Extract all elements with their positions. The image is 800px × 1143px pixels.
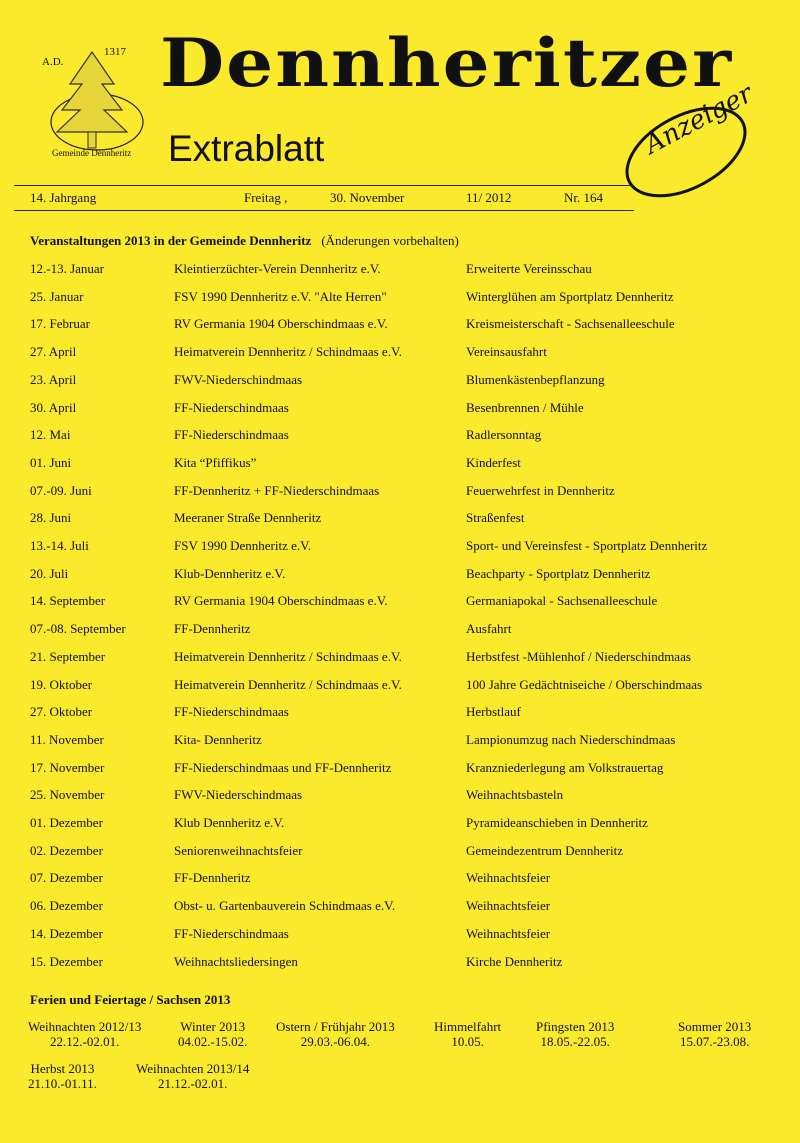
event-organizer: FF-Niederschindmaas bbox=[174, 704, 289, 720]
event-description: Weihnachtsfeier bbox=[466, 898, 551, 914]
event-description: Kinderfest bbox=[466, 454, 521, 470]
event-organizer: Obst- u. Gartenbauverein Schindmaas e.V. bbox=[174, 898, 396, 914]
holiday-name: Pfingsten 2013 bbox=[536, 1019, 615, 1034]
holiday-dates: 21.12.-02.01. bbox=[158, 1076, 228, 1091]
holiday-name: Winter 2013 bbox=[180, 1019, 246, 1034]
event-row bbox=[0, 926, 800, 946]
events-heading bbox=[30, 233, 459, 249]
event-date: 12. Mai bbox=[30, 427, 71, 443]
event-row bbox=[0, 621, 800, 641]
event-organizer: Seniorenweihnachtsfeier bbox=[174, 842, 303, 858]
event-row bbox=[0, 483, 800, 503]
event-description: Weihnachtsbasteln bbox=[466, 787, 564, 803]
holiday-item bbox=[136, 1061, 249, 1091]
event-description: Pyramideanschieben in Dennheritz bbox=[466, 815, 648, 830]
event-date: 07.-08. September bbox=[30, 621, 126, 637]
issue-number: 11/ 2012 bbox=[466, 190, 512, 205]
holiday-name: Herbst 2013 bbox=[30, 1061, 95, 1076]
event-row bbox=[0, 870, 800, 890]
event-organizer: Heimatverein Dennheritz / Schindmaas e.V. bbox=[174, 676, 402, 692]
event-organizer: Weihnachtsliedersingen bbox=[174, 953, 298, 969]
event-date: 13.-14. Juli bbox=[30, 538, 89, 553]
event-organizer: FF-Dennheritz bbox=[174, 870, 251, 886]
event-description: Winterglühen am Sportplatz Dennheritz bbox=[466, 288, 674, 304]
holiday-dates: 29.03.-06.04. bbox=[300, 1034, 371, 1049]
event-row bbox=[0, 787, 800, 807]
event-date: 20. Juli bbox=[30, 565, 69, 581]
event-date: 07.-09. Juni bbox=[30, 482, 92, 498]
event-date: 19. Oktober bbox=[30, 676, 93, 692]
event-description: Germaniapokal - Sachsenalleeschule bbox=[466, 593, 658, 609]
holiday-dates: 15.07.-23.08. bbox=[679, 1034, 750, 1049]
holiday-item bbox=[178, 1019, 247, 1049]
logo-initials: A.D. bbox=[42, 56, 64, 68]
anzeiger-stamp bbox=[618, 78, 758, 200]
event-date: 27. Oktober bbox=[30, 704, 93, 720]
event-date: 25. Januar bbox=[30, 288, 84, 304]
event-row bbox=[0, 455, 800, 475]
event-date: 21. September bbox=[30, 648, 106, 664]
event-organizer: Klub-Dennheritz e.V. bbox=[174, 565, 286, 581]
event-organizer: FF-Niederschindmaas bbox=[174, 427, 289, 443]
event-date: 11. November bbox=[30, 731, 104, 747]
holiday-dates: 04.02.-15.02. bbox=[178, 1034, 248, 1049]
event-description: Vereinsausfahrt bbox=[466, 344, 547, 360]
events-heading-text: Veranstaltungen 2013 in der Gemeinde Dennheritz bbox=[30, 233, 312, 248]
holiday-item bbox=[434, 1019, 501, 1049]
jahrgang: 14. Jahrgang bbox=[30, 190, 97, 205]
event-row bbox=[0, 760, 800, 780]
stamp-text: Anzeiger bbox=[640, 78, 758, 161]
event-organizer: Heimatverein Dennheritz / Schindmaas e.V. bbox=[174, 344, 402, 360]
event-row bbox=[0, 316, 800, 336]
event-date: 06. Dezember bbox=[30, 898, 103, 914]
holiday-name: Sommer 2013 bbox=[678, 1019, 752, 1034]
event-organizer: FF-Niederschindmaas bbox=[174, 399, 289, 415]
event-row bbox=[0, 843, 800, 863]
holiday-item bbox=[536, 1019, 614, 1049]
event-date: 27. April bbox=[30, 344, 77, 360]
logo-caption: Gemeinde Dennheritz bbox=[52, 148, 132, 158]
event-description: 100 Jahre Gedächtniseiche / Oberschindmaas bbox=[466, 676, 703, 692]
event-organizer: FF-Niederschindmaas bbox=[174, 925, 289, 941]
event-row bbox=[0, 289, 800, 309]
holiday-name: Himmelfahrt bbox=[434, 1019, 502, 1034]
holiday-item bbox=[28, 1061, 97, 1091]
event-date: 01. Dezember bbox=[30, 815, 103, 830]
event-description: Sport- und Vereinsfest - Sportplatz Dennheritz bbox=[466, 538, 708, 553]
holiday-dates: 18.05.-22.05. bbox=[540, 1034, 610, 1049]
event-row bbox=[0, 400, 800, 420]
event-description: Herbstfest -Mühlenhof / Niederschindmaas bbox=[466, 648, 691, 664]
event-description: Weihnachtsfeier bbox=[466, 925, 551, 941]
event-date: 30. April bbox=[30, 399, 77, 415]
event-description: Gemeindezentrum Dennheritz bbox=[466, 842, 624, 858]
event-date: 23. April bbox=[30, 371, 77, 387]
event-organizer: FSV 1990 Dennheritz e.V. bbox=[174, 538, 312, 553]
event-row bbox=[0, 677, 800, 697]
newspaper-title: Dennheritzer bbox=[160, 24, 734, 103]
event-date: 25. November bbox=[30, 787, 105, 803]
event-date: 14. September bbox=[30, 593, 106, 609]
event-organizer: Heimatverein Dennheritz / Schindmaas e.V. bbox=[174, 648, 402, 664]
event-date: 02. Dezember bbox=[30, 842, 103, 858]
holiday-item bbox=[276, 1019, 395, 1049]
event-organizer: FF-Niederschindmaas und FF-Dennheritz bbox=[174, 759, 392, 775]
event-organizer: Klub Dennheritz e.V. bbox=[174, 815, 285, 830]
events-heading-note: (Änderungen vorbehalten) bbox=[321, 233, 459, 248]
event-description: Straßenfest bbox=[466, 510, 525, 526]
event-row bbox=[0, 427, 800, 447]
event-row bbox=[0, 704, 800, 724]
event-organizer: Kita- Dennheritz bbox=[174, 731, 262, 747]
event-row bbox=[0, 954, 800, 974]
event-date: 17. November bbox=[30, 759, 105, 775]
event-organizer: FF-Dennheritz + FF-Niederschindmaas bbox=[174, 482, 380, 498]
holiday-name: Weihnachten 2012/13 bbox=[28, 1019, 142, 1034]
municipal-logo bbox=[42, 40, 152, 165]
event-description: Feuerwehrfest in Dennheritz bbox=[466, 482, 615, 498]
event-row bbox=[0, 566, 800, 586]
holiday-item bbox=[678, 1019, 751, 1049]
event-row bbox=[0, 344, 800, 364]
issue-serial: Nr. 164 bbox=[564, 190, 603, 205]
event-organizer: Kleintierzüchter-Verein Dennheritz e.V. bbox=[174, 261, 381, 276]
holiday-item bbox=[28, 1019, 141, 1049]
event-description: Blumenkästenbepflanzung bbox=[466, 371, 605, 387]
event-date: 12.-13. Januar bbox=[30, 261, 105, 276]
event-row bbox=[0, 649, 800, 669]
event-date: 01. Juni bbox=[30, 454, 72, 470]
event-organizer: FWV-Niederschindmaas bbox=[174, 787, 303, 803]
event-description: Kreismeisterschaft - Sachsenalleeschule bbox=[466, 316, 675, 332]
event-organizer: FWV-Niederschindmaas bbox=[174, 371, 303, 387]
event-description: Ausfahrt bbox=[466, 621, 512, 637]
holiday-name: Ostern / Frühjahr 2013 bbox=[276, 1019, 395, 1034]
event-date: 17. Februar bbox=[30, 316, 90, 332]
event-organizer: Kita “Pfiffikus” bbox=[174, 454, 257, 470]
event-date: 14. Dezember bbox=[30, 925, 103, 941]
event-row bbox=[0, 372, 800, 392]
event-row bbox=[0, 815, 800, 835]
event-description: Erweiterte Vereinsschau bbox=[466, 261, 592, 276]
event-organizer: Meeraner Straße Dennheritz bbox=[174, 510, 322, 526]
event-description: Lampionumzug nach Niederschindmaas bbox=[466, 731, 676, 747]
weekday: Freitag , bbox=[244, 190, 288, 205]
event-description: Kranzniederlegung am Volkstrauertag bbox=[466, 759, 664, 775]
event-organizer: RV Germania 1904 Oberschindmaas e.V. bbox=[174, 316, 388, 332]
holiday-dates: 22.12.-02.01. bbox=[50, 1034, 120, 1049]
event-description: Weihnachtsfeier bbox=[466, 870, 551, 886]
event-organizer: FF-Dennheritz bbox=[174, 621, 251, 637]
event-description: Radlersonntag bbox=[466, 427, 542, 443]
newspaper-subtitle: Extrablatt bbox=[168, 128, 325, 169]
holiday-dates: 10.05. bbox=[451, 1034, 484, 1049]
event-description: Besenbrennen / Mühle bbox=[466, 399, 584, 415]
event-date: 07. Dezember bbox=[30, 870, 103, 886]
event-row bbox=[0, 261, 800, 281]
event-date: 15. Dezember bbox=[30, 953, 103, 969]
event-description: Herbstlauf bbox=[466, 704, 521, 720]
holiday-dates: 21.10.-01.11. bbox=[28, 1076, 97, 1091]
holidays-heading: Ferien und Feiertage / Sachsen 2013 bbox=[30, 992, 231, 1007]
issue-info-bar bbox=[14, 185, 634, 211]
event-description: Kirche Dennheritz bbox=[466, 953, 563, 969]
issue-date: 30. November bbox=[330, 190, 405, 205]
event-row bbox=[0, 732, 800, 752]
event-organizer: RV Germania 1904 Oberschindmaas e.V. bbox=[174, 593, 388, 609]
logo-year: 1317 bbox=[104, 46, 126, 58]
event-row bbox=[0, 898, 800, 918]
event-date: 28. Juni bbox=[30, 510, 72, 526]
event-organizer: FSV 1990 Dennheritz e.V. "Alte Herren" bbox=[174, 288, 387, 304]
event-row bbox=[0, 510, 800, 530]
event-description: Beachparty - Sportplatz Dennheritz bbox=[466, 565, 651, 581]
holiday-name: Weihnachten 2013/14 bbox=[136, 1061, 250, 1076]
event-row bbox=[0, 538, 800, 558]
event-row bbox=[0, 593, 800, 613]
